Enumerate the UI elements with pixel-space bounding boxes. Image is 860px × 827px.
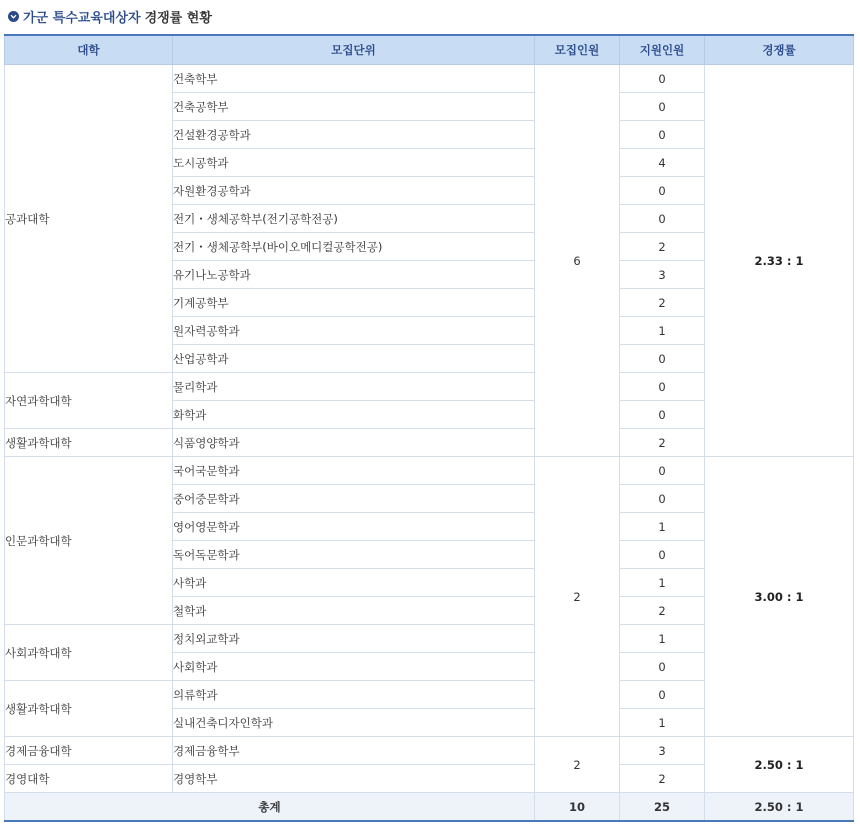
rate-cell: 3.00 : 1 (705, 457, 854, 737)
dept-cell: 경영학부 (173, 765, 535, 793)
dept-cell: 물리학과 (173, 373, 535, 401)
applicants-cell: 0 (620, 681, 705, 709)
applicants-cell: 2 (620, 765, 705, 793)
dept-cell: 원자력공학과 (173, 317, 535, 345)
applicants-cell: 1 (620, 513, 705, 541)
dept-cell: 국어국문학과 (173, 457, 535, 485)
total-label: 총계 (5, 793, 535, 822)
title-highlight: 가군 특수교육대상자 (23, 10, 141, 26)
total-recruit: 10 (535, 793, 620, 822)
dept-cell: 산업공학과 (173, 345, 535, 373)
college-cell: 생활과학대학 (5, 429, 173, 457)
dept-cell: 건축공학부 (173, 93, 535, 121)
applicants-cell: 2 (620, 289, 705, 317)
dept-cell: 유기나노공학과 (173, 261, 535, 289)
recruit-cell: 2 (535, 737, 620, 793)
dept-cell: 전기・생체공학부(바이오메디컬공학전공) (173, 233, 535, 261)
dept-cell: 사회학과 (173, 653, 535, 681)
table-row (5, 65, 854, 93)
college-cell: 생활과학대학 (5, 681, 173, 737)
dept-cell: 기계공학부 (173, 289, 535, 317)
competition-table (4, 34, 854, 822)
dept-cell: 철학과 (173, 597, 535, 625)
dept-cell: 자원환경공학과 (173, 177, 535, 205)
applicants-cell: 1 (620, 625, 705, 653)
dept-cell: 중어중문학과 (173, 485, 535, 513)
check-circle-icon (8, 11, 19, 22)
applicants-cell: 0 (620, 373, 705, 401)
dept-cell: 건축학부 (173, 65, 535, 93)
table-row (5, 737, 854, 765)
dept-cell: 화학과 (173, 401, 535, 429)
header-applicants: 지원인원 (620, 35, 705, 65)
applicants-cell: 4 (620, 149, 705, 177)
applicants-cell: 0 (620, 93, 705, 121)
applicants-cell: 0 (620, 401, 705, 429)
total-row (5, 793, 854, 822)
header-college: 대학 (5, 35, 173, 65)
dept-cell: 경제금융학부 (173, 737, 535, 765)
dept-cell: 정치외교학과 (173, 625, 535, 653)
dept-cell: 실내건축디자인학과 (173, 709, 535, 737)
table-row (5, 457, 854, 485)
rate-cell: 2.50 : 1 (705, 737, 854, 793)
dept-cell: 영어영문학과 (173, 513, 535, 541)
college-cell: 공과대학 (5, 65, 173, 373)
college-cell: 경제금융대학 (5, 737, 173, 765)
applicants-cell: 0 (620, 177, 705, 205)
table-header-row (5, 35, 854, 65)
dept-cell: 사학과 (173, 569, 535, 597)
applicants-cell: 0 (620, 205, 705, 233)
applicants-cell: 0 (620, 653, 705, 681)
college-cell: 인문과학대학 (5, 457, 173, 625)
dept-cell: 식품영양학과 (173, 429, 535, 457)
recruit-cell: 2 (535, 457, 620, 737)
applicants-cell: 1 (620, 317, 705, 345)
total-rate: 2.50 : 1 (705, 793, 854, 822)
title-text: 경쟁률 현황 (144, 10, 212, 26)
recruit-cell: 6 (535, 65, 620, 457)
applicants-cell: 3 (620, 737, 705, 765)
dept-cell: 도시공학과 (173, 149, 535, 177)
applicants-cell: 0 (620, 541, 705, 569)
header-dept: 모집단위 (173, 35, 535, 65)
applicants-cell: 1 (620, 709, 705, 737)
dept-cell: 건설환경공학과 (173, 121, 535, 149)
applicants-cell: 2 (620, 429, 705, 457)
college-cell: 사회과학대학 (5, 625, 173, 681)
applicants-cell: 0 (620, 121, 705, 149)
dept-cell: 의류학과 (173, 681, 535, 709)
header-recruit: 모집인원 (535, 35, 620, 65)
applicants-cell: 2 (620, 597, 705, 625)
applicants-cell: 0 (620, 345, 705, 373)
dept-cell: 전기・생체공학부(전기공학전공) (173, 205, 535, 233)
rate-cell: 2.33 : 1 (705, 65, 854, 457)
applicants-cell: 1 (620, 569, 705, 597)
college-cell: 자연과학대학 (5, 373, 173, 429)
applicants-cell: 0 (620, 65, 705, 93)
applicants-cell: 0 (620, 485, 705, 513)
dept-cell: 독어독문학과 (173, 541, 535, 569)
total-applicants: 25 (620, 793, 705, 822)
applicants-cell: 3 (620, 261, 705, 289)
applicants-cell: 0 (620, 457, 705, 485)
applicants-cell: 2 (620, 233, 705, 261)
header-rate: 경쟁률 (705, 35, 854, 65)
college-cell: 경영대학 (5, 765, 173, 793)
section-title (8, 6, 212, 26)
